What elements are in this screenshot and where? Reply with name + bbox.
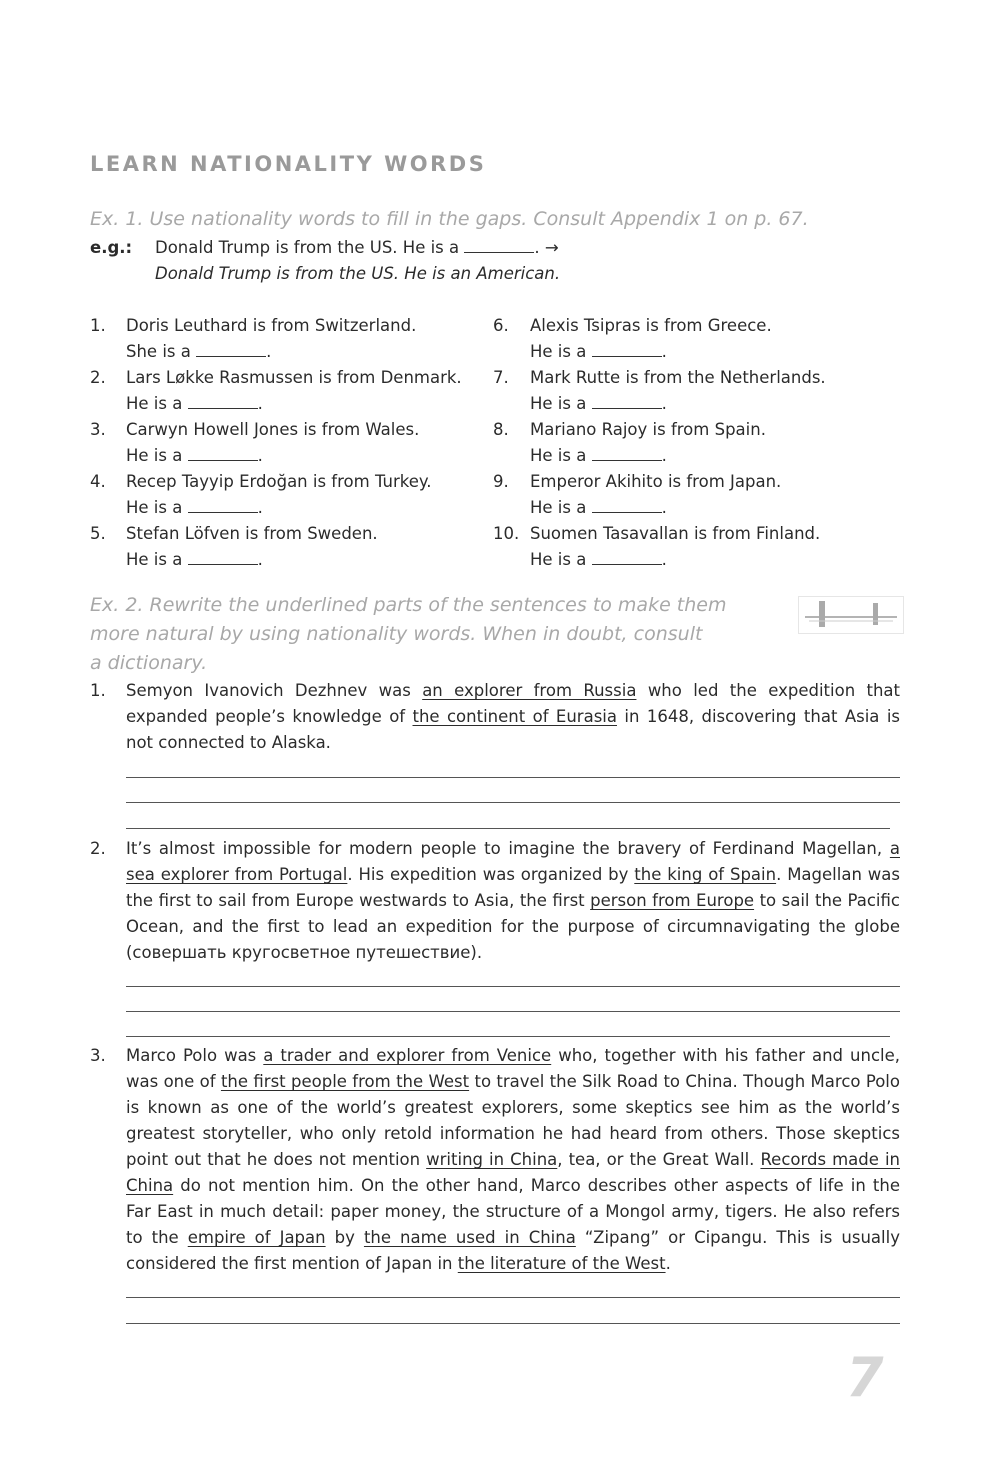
text: who led the expedition that expanded people’s knowledge of [126,681,901,726]
ex2-paragraph-2 [126,836,900,966]
ex1-item [90,365,470,417]
answer-blank[interactable] [592,446,662,461]
text: , tea, or the Great Wall. [557,1150,761,1169]
text: . His expedition was organized by [347,865,635,884]
underlined-phrase: the king of Spain [634,865,777,884]
underlined-phrase: a sea explorer from Portugal [126,839,900,884]
underlined-phrase: Records made in China [126,1150,900,1195]
text: . Magellan was the first to sail from Europe westwards to Asia, the first [126,865,900,910]
ex1-item [493,313,913,365]
eg-sentence: Donald Trump is from the US. He is a [155,238,460,257]
answer-line[interactable] [126,828,890,829]
item-sentence: Alexis Tsipras is from Greece. [530,316,772,335]
item-sentence: Mariano Rajoy is from Spain. [530,420,766,439]
answer-line[interactable] [126,1011,900,1012]
item-prompt: He is a [126,446,183,465]
text: in 1648, discovering that Asia is not connected to Alaska. [126,707,900,752]
text: It’s almost impossible for modern people to imagine the bravery of Ferdinand Magellan, [126,839,890,858]
ex2-p3-number: 3. [90,1046,106,1065]
text: . [665,1254,671,1273]
underlined-phrase: the first people from the West [220,1072,470,1091]
item-answer-line: He is a . [126,550,263,569]
item-prompt: He is a [530,342,587,361]
item-answer-line: He is a . [530,446,667,465]
text: “Zipang” or Cipangu. This is usually considered the first mention of Japan in [126,1228,900,1273]
item-prompt: He is a [126,394,183,413]
item-number: 3. [90,420,106,439]
answer-blank[interactable] [188,394,258,409]
underlined-phrase: a trader and explorer from Venice [263,1046,552,1065]
ex2-instruction-line1: Ex. 2. Rewrite the underlined parts of the sentences to make them [90,594,727,616]
item-prompt: He is a [530,550,587,569]
ex2-instruction-line3: a dictionary. [90,652,208,674]
eg-label: e.g.: [90,238,133,257]
item-sentence: Emperor Akihito is from Japan. [530,472,782,491]
ex1-right-column [493,313,913,573]
ex2-paragraph-1 [126,678,900,756]
page-number: 7 [846,1346,884,1409]
underlined-phrase: an explorer from Russia [422,681,637,700]
ex1-left-column [90,313,470,573]
answer-blank[interactable] [592,394,662,409]
item-answer-line: He is a . [530,498,667,517]
eg-arrow: . → [534,238,559,257]
ex1-item [493,521,913,573]
ex1-item [90,521,470,573]
answer-blank[interactable] [196,342,266,357]
eg-blank [464,238,534,253]
item-number: 8. [493,420,509,439]
text: Marco Polo was [126,1046,264,1065]
text: Semyon Ivanovich Dezhnev was [126,681,423,700]
item-prompt: She is a [126,342,191,361]
item-answer-line: She is a . [126,342,272,361]
ex1-item [90,469,470,521]
item-answer-line: He is a . [530,550,667,569]
answer-line[interactable] [126,1323,900,1324]
item-sentence: Lars Løkke Rasmussen is from Denmark. [126,368,462,387]
item-sentence: Carwyn Howell Jones is from Wales. [126,420,420,439]
ex2-instruction-line2: more natural by using nationality words. When in doubt, consult [90,623,703,645]
text: by [325,1228,364,1247]
ex1-item [90,417,470,469]
item-prompt: He is a [126,550,183,569]
answer-blank[interactable] [188,446,258,461]
item-number: 7. [493,368,509,387]
ex2-p1-number: 1. [90,681,106,700]
item-sentence: Mark Rutte is from the Netherlands. [530,368,826,387]
item-number: 2. [90,368,106,387]
answer-blank[interactable] [188,498,258,513]
underlined-phrase: the continent of Eurasia [412,707,617,726]
answer-blank[interactable] [592,498,662,513]
ex1-item [90,313,470,365]
ex1-item [493,469,913,521]
item-prompt: He is a [530,498,587,517]
eg-answer: Donald Trump is from the US. He is an American. [155,264,561,283]
ex2-p2-number: 2. [90,839,106,858]
item-number: 10. [493,524,520,543]
text: to travel the Silk Road to China. Though Marco Polo is known as one of the world’s greatest explorers, some skeptics see him as the world’s greatest storyteller, who only retold information he had heard from others. Those skeptics point out that he does not mention [126,1072,900,1169]
answer-line[interactable] [126,1297,900,1298]
item-number: 4. [90,472,106,491]
underlined-phrase: the literature of the West [457,1254,666,1273]
eg-line1 [155,235,559,261]
text: to sail the Pacific Ocean, and the first to lead an expedition for the purpose of circumnavigating the globe (совершать кругосветное путешествие). [126,891,900,962]
answer-blank[interactable] [592,550,662,565]
item-sentence: Recep Tayyip Erdoğan is from Turkey. [126,472,432,491]
item-prompt: He is a [126,498,183,517]
item-answer-line: He is a . [126,446,263,465]
item-sentence: Stefan Löfven is from Sweden. [126,524,378,543]
underlined-phrase: writing in China [426,1150,558,1169]
item-sentence: Doris Leuthard is from Switzerland. [126,316,417,335]
item-number: 6. [493,316,509,335]
ex1-item [493,365,913,417]
item-number: 9. [493,472,509,491]
answer-line[interactable] [126,802,900,803]
underlined-phrase: the name used in China [363,1228,576,1247]
ex1-item [493,417,913,469]
item-number: 5. [90,524,106,543]
item-answer-line: He is a . [126,394,263,413]
answer-line[interactable] [126,1036,890,1037]
item-number: 1. [90,316,106,335]
text: do not mention him. On the other hand, Marco describes other aspects of life in the Far East in much detail: paper money, the structure of a Mongol army, tigers. He also refers to the [126,1176,900,1247]
underlined-phrase: empire of Japan [187,1228,326,1247]
item-answer-line: He is a . [530,342,667,361]
item-prompt: He is a [530,394,587,413]
item-answer-line: He is a . [530,394,667,413]
answer-blank[interactable] [592,342,662,357]
underlined-phrase: person from Europe [590,891,755,910]
item-prompt: He is a [530,446,587,465]
ex2-paragraph-3 [126,1043,900,1277]
decorative-sketch-icon [798,596,904,634]
text: who, together with his father and uncle, was one of [126,1046,901,1091]
answer-line[interactable] [126,777,900,778]
ex1-instruction: Ex. 1. Use nationality words to fill in the gaps. Consult Appendix 1 on p. 67. [90,208,809,230]
answer-blank[interactable] [188,550,258,565]
item-answer-line: He is a . [126,498,263,517]
section-title: LEARN NATIONALITY WORDS [90,152,487,176]
answer-line[interactable] [126,986,900,987]
item-sentence: Suomen Tasavallan is from Finland. [530,524,821,543]
